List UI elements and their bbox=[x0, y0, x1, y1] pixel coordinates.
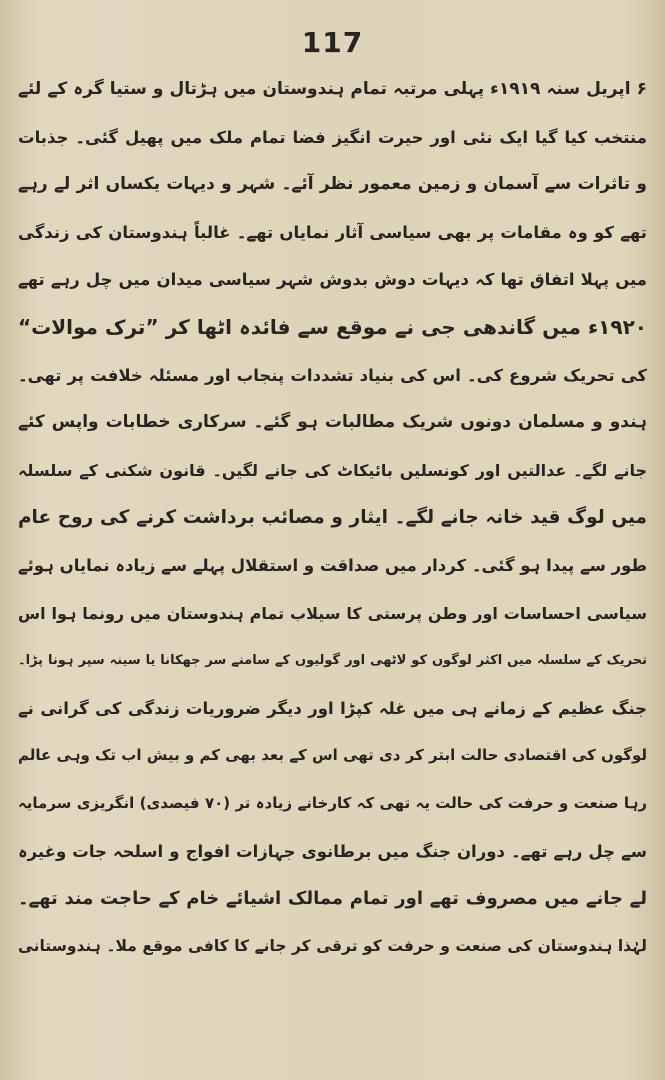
text-line: میں پہلا اتفاق تھا کہ دیہات دوش بدوش شہر سیاسی میدان میں چل رہے تھے bbox=[18, 270, 647, 290]
text-line: کی تحریک شروع کی۔ اس کی بنیاد تشددات پنجاب اور مسئلہ خلافت پر تھی۔ bbox=[18, 365, 647, 385]
text-line: ۶ اپریل سنہ ۱۹۱۹ء پہلی مرتبہ تمام ہندوستان میں ہڑتال و ستیا گرہ کے لئے bbox=[18, 79, 647, 99]
text-line: منتخب کیا گیا ایک نئی اور حیرت انگیز فضا تمام ملک میں پھیل گئی۔ جذبات bbox=[18, 127, 647, 147]
text-line: تحریک کے سلسلہ میں اکثر لوگوں کو لاٹھی اور گولیوں کے سامنے سر جھکانا یا سینہ سپر ہونا پڑا۔ bbox=[18, 653, 647, 669]
text-line: سے چل رہے تھے۔ دوران جنگ میں برطانوی جہازات افواج و اسلحہ جات وغیرہ bbox=[18, 841, 647, 861]
text-line: جنگ عظیم کے زمانے ہی میں غلہ کپڑا اور دیگر ضروریات زندگی کی گرانی نے bbox=[18, 698, 647, 718]
text-line: سیاسی احساسات اور وطن پرستی کا سیلاب تمام ہندوستان میں رونما ہوا اس bbox=[18, 603, 647, 623]
text-line: لوگوں کی اقتصادی حالت ابتر کر دی تھی اس کے بعد بھی کم و بیش اب تک وہی عالم bbox=[18, 746, 647, 765]
text-line: ہندو و مسلمان دونوں شریک مطالبات ہو گئے۔ سرکاری خطابات واپس کئے bbox=[18, 412, 647, 433]
page-number: 117 bbox=[301, 26, 364, 59]
text-line: میں لوگ قید خانہ جانے لگے۔ ایثار و مصائب برداشت کرنے کی روح عام bbox=[18, 507, 647, 529]
text-line: طور سے پیدا ہو گئی۔ کردار میں صداقت و استقلال پہلے سے زیادہ نمایاں ہوئے bbox=[18, 555, 647, 575]
text-line: لہٰذا ہندوستان کی صنعت و حرفت کو ترقی کر جانے کا کافی موقع ملا۔ ہندوستانی bbox=[18, 936, 647, 955]
body-text bbox=[18, 66, 647, 970]
text-line: ۱۹۲۰ء میں گاندھی جی نے موقع سے فائدہ اٹھا کر ”ترک موالات“ bbox=[18, 314, 647, 339]
text-line: جانے لگے۔ عدالتیں اور کونسلیں بائیکاٹ کی جانے لگیں۔ قانون شکنی کے سلسلہ bbox=[18, 460, 647, 480]
text-line: تھے کو وہ مقامات پر بھی سیاسی آثار نمایاں تھے۔ غالباً ہندوستان کی زندگی bbox=[18, 222, 647, 242]
text-line: لے جانے میں مصروف تھے اور تمام ممالک اشیائے خام کے حاجت مند تھے۔ bbox=[18, 888, 647, 910]
text-line: و تاثرات سے آسمان و زمین معمور نظر آئے۔ شہر و دیہات یکساں اثر لے رہے bbox=[18, 174, 647, 195]
text-line: رہا صنعت و حرفت کی حالت یہ تھی کہ کارخانے زیادہ تر (۷۰ فیصدی) انگریزی سرمایہ bbox=[18, 793, 647, 812]
